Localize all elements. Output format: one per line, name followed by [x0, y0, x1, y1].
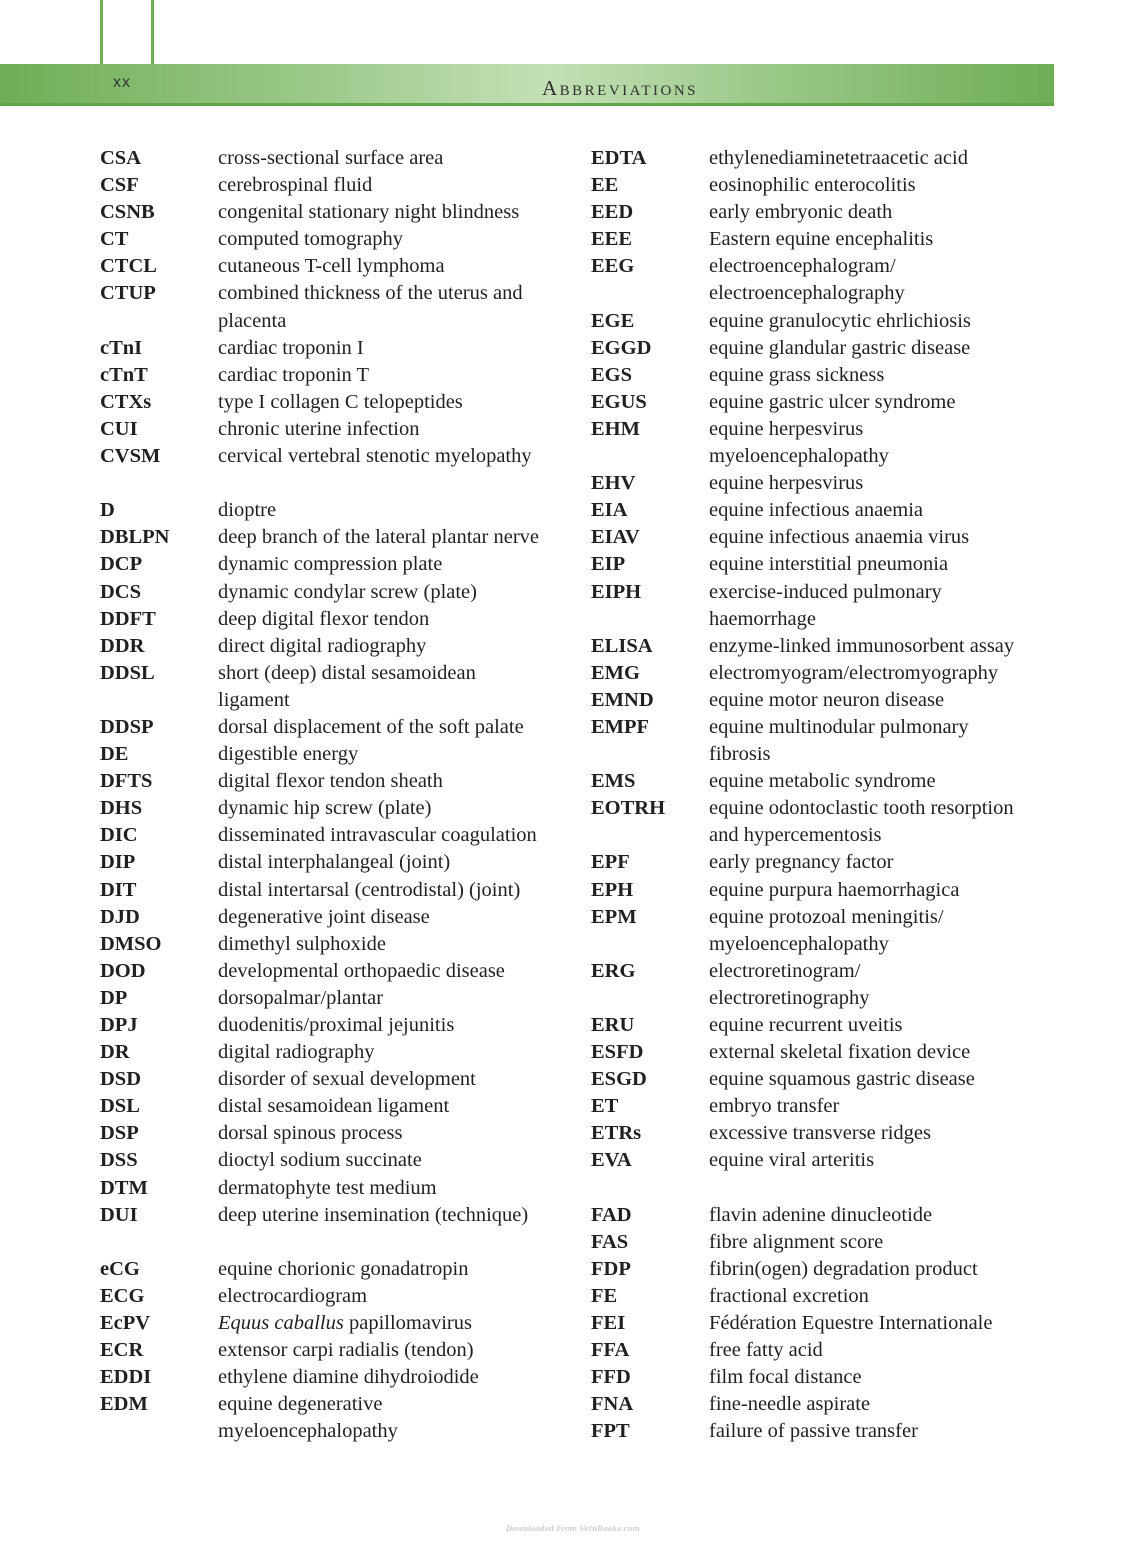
abbreviation-entry: [591, 524, 1051, 551]
abbreviation-definition: fibrin(ogen) degradation product: [709, 1257, 978, 1280]
abbreviation-entry: [591, 849, 1051, 876]
abbreviation-term: DBLPN: [100, 526, 170, 549]
abbreviation-term: cTnT: [100, 363, 148, 386]
abbreviation-term: CSNB: [100, 201, 155, 224]
abbreviation-definition: dorsal displacement of the soft palate: [218, 715, 524, 738]
abbreviation-entry: [100, 335, 560, 362]
abbreviation-definition: equine gastric ulcer syndrome: [709, 390, 956, 413]
abbreviation-term: FPT: [591, 1420, 630, 1443]
abbreviation-entry: [591, 362, 1051, 389]
abbreviation-term: EIP: [591, 553, 626, 576]
abbreviation-definition: cutaneous T-cell lymphoma: [218, 255, 445, 278]
abbreviation-definition: dioptre: [218, 499, 277, 522]
abbreviation-entry: [591, 1120, 1051, 1147]
abbreviation-term: EIA: [591, 499, 628, 522]
abbreviation-entry: [591, 795, 1051, 849]
abbreviation-definition: equine infectious anaemia: [709, 499, 924, 522]
abbreviation-entry: [591, 1066, 1051, 1093]
abbreviation-definition: ethylenediaminetetraacetic acid: [709, 147, 968, 169]
abbreviation-definition: enzyme-linked immunosorbent assay: [709, 634, 1015, 657]
abbreviation-definition: digestible energy: [218, 743, 359, 766]
abbreviation-definition: exercise-induced pulmonary haemorrhage: [709, 580, 942, 630]
abbreviation-entry: [100, 931, 560, 958]
abbreviation-term: EGE: [591, 309, 635, 332]
abbreviation-term: FAD: [591, 1203, 632, 1226]
abbreviation-definition: distal sesamoidean ligament: [218, 1095, 450, 1118]
abbreviation-entry: [100, 1256, 560, 1283]
abbreviation-entry: [100, 1337, 560, 1364]
abbreviation-term: DE: [100, 743, 129, 766]
abbreviation-definition: dioctyl sodium succinate: [218, 1149, 422, 1172]
abbreviation-entry: [591, 1337, 1051, 1364]
abbreviation-definition: disorder of sexual development: [218, 1068, 476, 1091]
abbreviation-term: FEI: [591, 1312, 626, 1335]
abbreviation-definition: dynamic hip screw (plate): [218, 797, 432, 820]
footer-watermark: Downloaded From VetnBooks.com: [506, 1524, 640, 1533]
abbreviation-term: EcPV: [100, 1312, 151, 1335]
abbreviation-definition: disseminated intravascular coagulation: [218, 824, 537, 847]
abbreviation-entry: [591, 416, 1051, 470]
abbreviation-definition: equine glandular gastric disease: [709, 336, 971, 359]
abbreviation-entry: [591, 1418, 1051, 1445]
abbreviation-entry: [100, 172, 560, 199]
abbreviation-definition: equine granulocytic ehrlichiosis: [709, 309, 971, 332]
abbreviation-definition: deep digital flexor tendon: [218, 607, 430, 630]
abbreviation-definition: electromyogram/electromyography: [709, 661, 999, 684]
abbreviation-entry: [100, 1310, 560, 1337]
abbreviation-definition: degenerative joint disease: [218, 905, 430, 928]
abbreviation-term: DCP: [100, 553, 143, 576]
abbreviation-term: DSS: [100, 1149, 138, 1172]
abbreviation-entry: [591, 1202, 1051, 1229]
abbreviation-term: FFA: [591, 1339, 630, 1362]
abbreviation-entry: [100, 904, 560, 931]
abbreviation-entry: [100, 714, 560, 741]
abbreviation-definition: eosinophilic enterocolitis: [709, 174, 916, 197]
abbreviation-definition: duodenitis/proximal jejunitis: [218, 1014, 455, 1036]
abbreviation-entry: [100, 849, 560, 876]
abbreviation-term: EPM: [591, 905, 637, 928]
abbreviation-term: ESFD: [591, 1041, 644, 1064]
abbreviation-term: FDP: [591, 1257, 631, 1280]
abbreviation-entry: [591, 1256, 1051, 1283]
abbreviation-term: DOD: [100, 959, 146, 982]
abbreviation-term: DHS: [100, 797, 143, 820]
abbreviation-term: ECG: [100, 1284, 145, 1307]
abbreviation-term: cTnI: [100, 336, 143, 359]
abbreviation-term: CTXs: [100, 390, 152, 413]
abbreviation-entry: [591, 1310, 1051, 1337]
section-gap: [100, 1229, 560, 1256]
abbreviation-term: DUI: [100, 1203, 138, 1226]
abbreviation-definition: flavin adenine dinucleotide: [709, 1203, 933, 1226]
abbreviation-entry: [100, 958, 560, 985]
abbreviation-term: CVSM: [100, 445, 161, 468]
abbreviation-term: DSL: [100, 1095, 140, 1118]
section-gap: [591, 1175, 1051, 1202]
abbreviation-definition: free fatty acid: [709, 1339, 823, 1362]
abbreviation-definition: cross-sectional surface area: [218, 147, 444, 169]
abbreviation-definition: dorsopalmar/plantar: [218, 986, 384, 1009]
abbreviation-definition: equine multinodular pulmonary fibrosis: [709, 715, 969, 766]
abbreviation-entry: [100, 1039, 560, 1066]
abbreviation-term: DSD: [100, 1068, 142, 1091]
abbreviation-entry: [591, 551, 1051, 578]
abbreviation-entry: [100, 1093, 560, 1120]
abbreviation-entry: [100, 253, 560, 280]
abbreviation-entry: [100, 1202, 560, 1229]
abbreviation-definition: deep branch of the lateral plantar nerve: [218, 526, 539, 549]
abbreviation-term: DFTS: [100, 770, 153, 793]
abbreviation-entry: [591, 199, 1051, 226]
abbreviation-term: FFD: [591, 1366, 631, 1389]
abbreviation-term: EEE: [591, 228, 633, 251]
abbreviation-definition: equine odontoclastic tooth resorption and hypercementosis: [709, 797, 1014, 847]
abbreviation-entry: [591, 1147, 1051, 1174]
abbreviation-term: DIC: [100, 824, 138, 847]
abbreviation-definition: film focal distance: [709, 1366, 862, 1389]
abbreviation-entry: [100, 1391, 560, 1445]
abbreviation-term: ET: [591, 1095, 619, 1118]
abbreviation-definition: embryo transfer: [709, 1095, 840, 1118]
abbreviation-definition: electrocardiogram: [218, 1284, 368, 1307]
abbreviation-term: EED: [591, 201, 634, 224]
definition-italic-part: Equus caballus: [218, 1312, 344, 1335]
abbreviation-definition: distal intertarsal (centrodistal) (joint): [218, 878, 521, 901]
abbreviation-entry: [100, 145, 560, 172]
abbreviation-term: CSF: [100, 174, 139, 197]
abbreviation-term: DDSL: [100, 661, 155, 684]
abbreviation-definition: equine recurrent uveitis: [709, 1014, 903, 1036]
abbreviation-entry: [100, 1012, 560, 1039]
abbreviation-entry: [100, 362, 560, 389]
abbreviation-entry: [100, 768, 560, 795]
abbreviation-entry: [100, 579, 560, 606]
abbreviation-term: DIP: [100, 851, 136, 874]
abbreviation-term: EPH: [591, 878, 634, 901]
abbreviation-entry: [591, 1039, 1051, 1066]
abbreviation-term: EMG: [591, 661, 640, 684]
abbreviation-definition: dermatophyte test medium: [218, 1176, 437, 1199]
abbreviation-definition: Eastern equine encephalitis: [709, 228, 934, 251]
abbreviation-term: CTUP: [100, 282, 156, 305]
page-number: xx: [113, 74, 131, 91]
abbreviation-definition: dimethyl sulphoxide: [218, 932, 386, 955]
abbreviation-term: CUI: [100, 417, 138, 440]
abbreviation-definition: deep uterine insemination (technique): [218, 1203, 529, 1226]
abbreviation-entry: [100, 443, 560, 470]
abbreviation-term: DTM: [100, 1176, 148, 1199]
abbreviation-definition: digital flexor tendon sheath: [218, 770, 443, 793]
abbreviation-definition: equine grass sickness: [709, 363, 885, 386]
abbreviation-definition: electroencephalogram/ electroencephalography: [709, 255, 905, 305]
abbreviation-term: EMS: [591, 770, 636, 793]
abbreviation-definition: equine metabolic syndrome: [709, 770, 936, 793]
abbreviation-entry: [591, 335, 1051, 362]
abbreviation-entry: [591, 579, 1051, 633]
abbreviation-definition: chronic uterine infection: [218, 417, 420, 440]
abbreviation-definition: direct digital radiography: [218, 634, 427, 657]
abbreviation-term: DSP: [100, 1122, 139, 1145]
abbreviation-entry: [591, 1229, 1051, 1256]
abbreviation-entry: [100, 822, 560, 849]
abbreviation-term: DPJ: [100, 1014, 138, 1036]
abbreviation-term: FAS: [591, 1230, 629, 1253]
abbreviation-entry: [100, 1120, 560, 1147]
abbreviation-entry: [591, 660, 1051, 687]
abbreviation-entry: [100, 633, 560, 660]
abbreviation-entry: [591, 1093, 1051, 1120]
abbreviation-term: DJD: [100, 905, 140, 928]
abbreviation-entry: [100, 1147, 560, 1174]
abbreviation-term: EGGD: [591, 336, 652, 359]
abbreviation-entry: [591, 1012, 1051, 1039]
abbreviation-entry: [100, 389, 560, 416]
abbreviation-definition: extensor carpi radialis (tendon): [218, 1339, 474, 1362]
abbreviation-definition: [218, 1310, 472, 1337]
abbreviation-definition: cardiac troponin T: [218, 363, 370, 386]
abbreviation-definition: equine herpesvirus myeloencephalopathy: [709, 417, 889, 468]
section-gap: [100, 470, 560, 497]
definition-text: papillomavirus: [343, 1312, 472, 1335]
abbreviation-term: FNA: [591, 1393, 634, 1416]
abbreviation-term: EPF: [591, 851, 630, 874]
abbreviation-definition: fibre alignment score: [709, 1230, 884, 1253]
abbreviation-definition: excessive transverse ridges: [709, 1122, 931, 1145]
abbreviation-definition: external skeletal fixation device: [709, 1041, 971, 1064]
abbreviation-definition: congenital stationary night blindness: [218, 201, 520, 224]
abbreviation-entry: [100, 1175, 560, 1202]
abbreviation-term: EMND: [591, 688, 654, 711]
abbreviation-entry: [591, 226, 1051, 253]
abbreviation-entry: [591, 904, 1051, 958]
abbreviation-term: eCG: [100, 1257, 140, 1280]
abbreviation-term: D: [100, 499, 115, 522]
abbreviation-term: ESGD: [591, 1068, 647, 1091]
abbreviation-entry: [591, 172, 1051, 199]
abbreviation-entry: [100, 226, 560, 253]
abbreviation-term: DDR: [100, 634, 145, 657]
abbreviation-definition: early pregnancy factor: [709, 851, 894, 874]
abbreviation-definition: electroretinogram/ electroretinography: [709, 959, 870, 1009]
abbreviation-entry: [100, 1283, 560, 1310]
abbreviation-term: DIT: [100, 878, 137, 901]
abbreviation-entry: [591, 497, 1051, 524]
abbreviation-definition: combined thickness of the uterus and placenta: [218, 282, 523, 332]
abbreviations-left-column: [100, 145, 560, 1446]
abbreviation-term: EIPH: [591, 580, 642, 603]
abbreviation-definition: failure of passive transfer: [709, 1420, 918, 1443]
abbreviation-definition: fractional excretion: [709, 1284, 869, 1307]
abbreviation-entry: [100, 741, 560, 768]
abbreviation-definition: equine interstitial pneumonia: [709, 553, 949, 576]
abbreviation-definition: equine squamous gastric disease: [709, 1068, 975, 1091]
abbreviation-entry: [591, 687, 1051, 714]
abbreviation-term: EHM: [591, 417, 640, 440]
abbreviation-entry: [100, 606, 560, 633]
abbreviation-term: DR: [100, 1041, 130, 1064]
running-header-title: Abbreviations: [541, 76, 698, 100]
abbreviation-term: CT: [100, 228, 129, 251]
abbreviation-entry: [591, 1364, 1051, 1391]
abbreviation-term: CSA: [100, 147, 142, 169]
abbreviation-definition: dynamic compression plate: [218, 553, 443, 576]
abbreviation-definition: equine herpesvirus: [709, 472, 864, 495]
abbreviation-term: FE: [591, 1284, 618, 1307]
abbreviation-entry: [100, 551, 560, 578]
abbreviation-term: EE: [591, 174, 619, 197]
abbreviation-entry: [100, 795, 560, 822]
abbreviation-term: EGUS: [591, 390, 647, 413]
abbreviation-term: EHV: [591, 472, 636, 495]
abbreviation-entry: [100, 660, 560, 714]
abbreviation-definition: equine purpura haemorrhagica: [709, 878, 960, 901]
abbreviation-term: ELISA: [591, 634, 653, 657]
abbreviation-term: DP: [100, 986, 128, 1009]
abbreviation-definition: short (deep) distal sesamoidean ligament: [218, 661, 476, 711]
abbreviation-entry: [100, 985, 560, 1012]
abbreviation-entry: [591, 714, 1051, 768]
abbreviation-entry: [591, 877, 1051, 904]
abbreviation-entry: [591, 768, 1051, 795]
abbreviation-term: DDSP: [100, 715, 154, 738]
abbreviation-definition: cardiac troponin I: [218, 336, 364, 359]
abbreviation-term: EMPF: [591, 715, 650, 738]
abbreviation-entry: [591, 958, 1051, 1012]
abbreviation-entry: [591, 1391, 1051, 1418]
abbreviation-definition: equine protozoal meningitis/ myeloencephalopathy: [709, 905, 944, 955]
abbreviation-definition: computed tomography: [218, 228, 404, 251]
abbreviation-term: EOTRH: [591, 797, 666, 820]
abbreviation-definition: Fédération Equestre Internationale: [709, 1312, 993, 1335]
abbreviation-definition: distal interphalangeal (joint): [218, 851, 451, 874]
abbreviation-entry: [100, 524, 560, 551]
abbreviation-term: DMSO: [100, 932, 162, 955]
abbreviation-definition: cerebrospinal fluid: [218, 174, 373, 197]
abbreviation-definition: equine degenerative myeloencephalopathy: [218, 1393, 398, 1443]
abbreviation-term: EDTA: [591, 147, 647, 169]
abbreviation-definition: type I collagen C telopeptides: [218, 390, 463, 413]
abbreviation-entry: [100, 497, 560, 524]
abbreviation-definition: equine infectious anaemia virus: [709, 526, 970, 549]
abbreviation-term: ERG: [591, 959, 636, 982]
header-band-rule: [0, 103, 1054, 106]
abbreviation-definition: cervical vertebral stenotic myelopathy: [218, 445, 532, 468]
abbreviation-definition: equine chorionic gonadatropin: [218, 1257, 469, 1280]
abbreviation-entry: [591, 253, 1051, 307]
abbreviation-definition: dorsal spinous process: [218, 1122, 403, 1145]
abbreviation-term: CTCL: [100, 255, 157, 278]
abbreviation-term: EVA: [591, 1149, 632, 1172]
abbreviation-definition: digital radiography: [218, 1041, 375, 1064]
abbreviation-entry: [591, 145, 1051, 172]
abbreviation-term: DDFT: [100, 607, 156, 630]
abbreviation-term: ETRs: [591, 1122, 642, 1145]
abbreviation-term: EDM: [100, 1393, 148, 1416]
abbreviation-entry: [591, 389, 1051, 416]
abbreviation-term: EEG: [591, 255, 635, 278]
abbreviation-definition: equine viral arteritis: [709, 1149, 875, 1172]
abbreviation-entry: [591, 1283, 1051, 1310]
abbreviation-entry: [591, 308, 1051, 335]
abbreviation-term: DCS: [100, 580, 142, 603]
abbreviation-term: EIAV: [591, 526, 640, 549]
abbreviation-term: EDDI: [100, 1366, 152, 1389]
abbreviation-entry: [100, 416, 560, 443]
abbreviation-definition: early embryonic death: [709, 201, 893, 224]
abbreviation-entry: [100, 1066, 560, 1093]
abbreviation-entry: [100, 199, 560, 226]
abbreviation-entry: [100, 1364, 560, 1391]
abbreviations-right-column: [591, 145, 1051, 1446]
abbreviation-definition: ethylene diamine dihydroiodide: [218, 1366, 479, 1389]
abbreviation-term: EGS: [591, 363, 633, 386]
abbreviation-definition: developmental orthopaedic disease: [218, 959, 505, 982]
abbreviation-entry: [100, 877, 560, 904]
abbreviation-term: ECR: [100, 1339, 144, 1362]
abbreviation-term: ERU: [591, 1014, 635, 1036]
abbreviation-entry: [591, 470, 1051, 497]
abbreviation-definition: equine motor neuron disease: [709, 688, 945, 711]
abbreviation-definition: dynamic condylar screw (plate): [218, 580, 477, 603]
abbreviation-definition: fine-needle aspirate: [709, 1393, 871, 1416]
abbreviation-entry: [100, 280, 560, 334]
abbreviation-entry: [591, 633, 1051, 660]
